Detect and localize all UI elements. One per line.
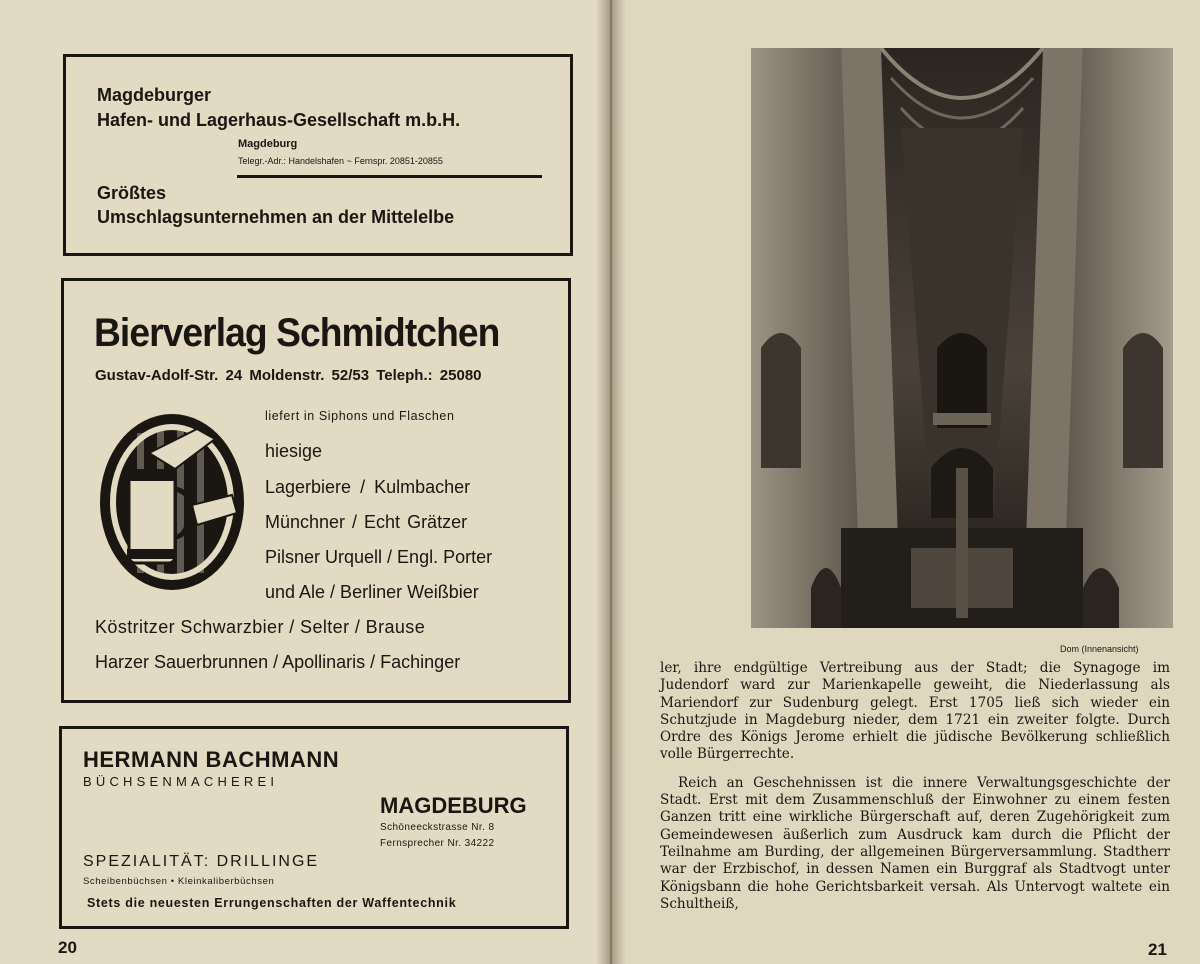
ad3-trade: BÜCHSENMACHEREI bbox=[83, 774, 279, 789]
beer-stein-illustration bbox=[97, 409, 247, 594]
ad3-city: MAGDEBURG bbox=[380, 793, 527, 818]
ad1-line1: Magdeburger bbox=[97, 85, 212, 105]
ad1-line2: Hafen- und Lagerhaus-Gesellschaft m.b.H. bbox=[97, 110, 461, 130]
page-number-left: 20 bbox=[58, 938, 77, 957]
ad2-line-8: Harzer Sauerbrunnen / Apollinaris / Fachinger bbox=[95, 652, 461, 672]
ad1-rule bbox=[237, 175, 542, 178]
photo-caption: Dom (Innenansicht) bbox=[1060, 644, 1139, 654]
ad3-name: HERMANN BACHMANN bbox=[83, 747, 340, 772]
ad-bachmann bbox=[59, 726, 569, 929]
ad3-phone: Fernsprecher Nr. 34222 bbox=[380, 838, 495, 849]
ad3-items: Scheibenbüchsen • Kleinkaliberbüchsen bbox=[83, 876, 275, 887]
book-gutter bbox=[596, 0, 626, 964]
ad2-line-3: Lagerbiere / Kulmbacher bbox=[265, 477, 471, 497]
ad-bierverlag bbox=[61, 278, 571, 703]
ad2-line-5: Pilsner Urquell / Engl. Porter bbox=[265, 547, 493, 567]
ad2-line-4: Münchner / Echt Grätzer bbox=[265, 512, 468, 532]
ad2-address: Gustav-Adolf-Str. 24 Moldenstr. 52/53 Teleph.: 25080 bbox=[95, 367, 482, 384]
ad3-specialty: SPEZIALITÄT: DRILLINGE bbox=[83, 853, 320, 870]
paragraph-2: Reich an Geschehnissen ist die innere Verwaltungsgeschichte der Stadt. Erst mit dem Zusammenschluß der Einwohner zu einem festen Ganzen tritt eine wirkliche Bürgerschaft auf, deren Zugehörigkeit zum Gemeindewesen äußerlich zum Ausdruck kam durch die Pflicht der Teilnahme am Burding, der allgemeinen Bürgerversammlung. Stadtherr war der Erzbischof, in dessen Namen ein Burggraf als Stadtvogt unter Königsbann die hohe Gerichtsbarkeit versah. Als Untervogt waltete ein Schultheiß, bbox=[660, 774, 1170, 912]
paragraph-1: ler, ihre endgültige Vertreibung aus der Stadt; die Synagoge im Judendorf ward zur Marienkapelle geweiht, die Niederlassung als Mariendorf zur Sudenburg gelegt. Erst 1705 ließ sich wieder ein Schutzjude in Magdeburg nieder, dem 1721 ein zweiter folgte. Durch Ordre des Königs Jerome erhielt die jüdische Bevölkerung schließlich volle Bürgerrechte. bbox=[660, 660, 1170, 763]
cathedral-interior-photo bbox=[751, 48, 1173, 628]
ad3-slogan: Stets die neuesten Errungenschaften der Waffentechnik bbox=[87, 896, 457, 910]
ad3-street: Schöneeckstrasse Nr. 8 bbox=[380, 822, 495, 833]
ad2-line-6: und Ale / Berliner Weißbier bbox=[265, 582, 479, 602]
ad2-name: Bierverlag Schmidtchen bbox=[94, 311, 500, 355]
body-text bbox=[660, 660, 1170, 913]
ad2-line-2: hiesige bbox=[265, 441, 323, 461]
ad1-tag1: Größtes bbox=[97, 183, 167, 203]
ad2-line-7: Köstritzer Schwarzbier / Selter / Brause bbox=[95, 617, 426, 637]
ad1-contact: Telegr.-Adr.: Handelshafen ~ Fernspr. 20851-20855 bbox=[238, 156, 443, 166]
ad-hafen bbox=[63, 54, 573, 256]
ad2-line-1: liefert in Siphons und Flaschen bbox=[265, 409, 455, 423]
ad1-tag2: Umschlagsunternehmen an der Mittelelbe bbox=[97, 207, 455, 227]
page-number-right: 21 bbox=[1148, 940, 1167, 959]
ad1-city: Magdeburg bbox=[238, 138, 298, 150]
